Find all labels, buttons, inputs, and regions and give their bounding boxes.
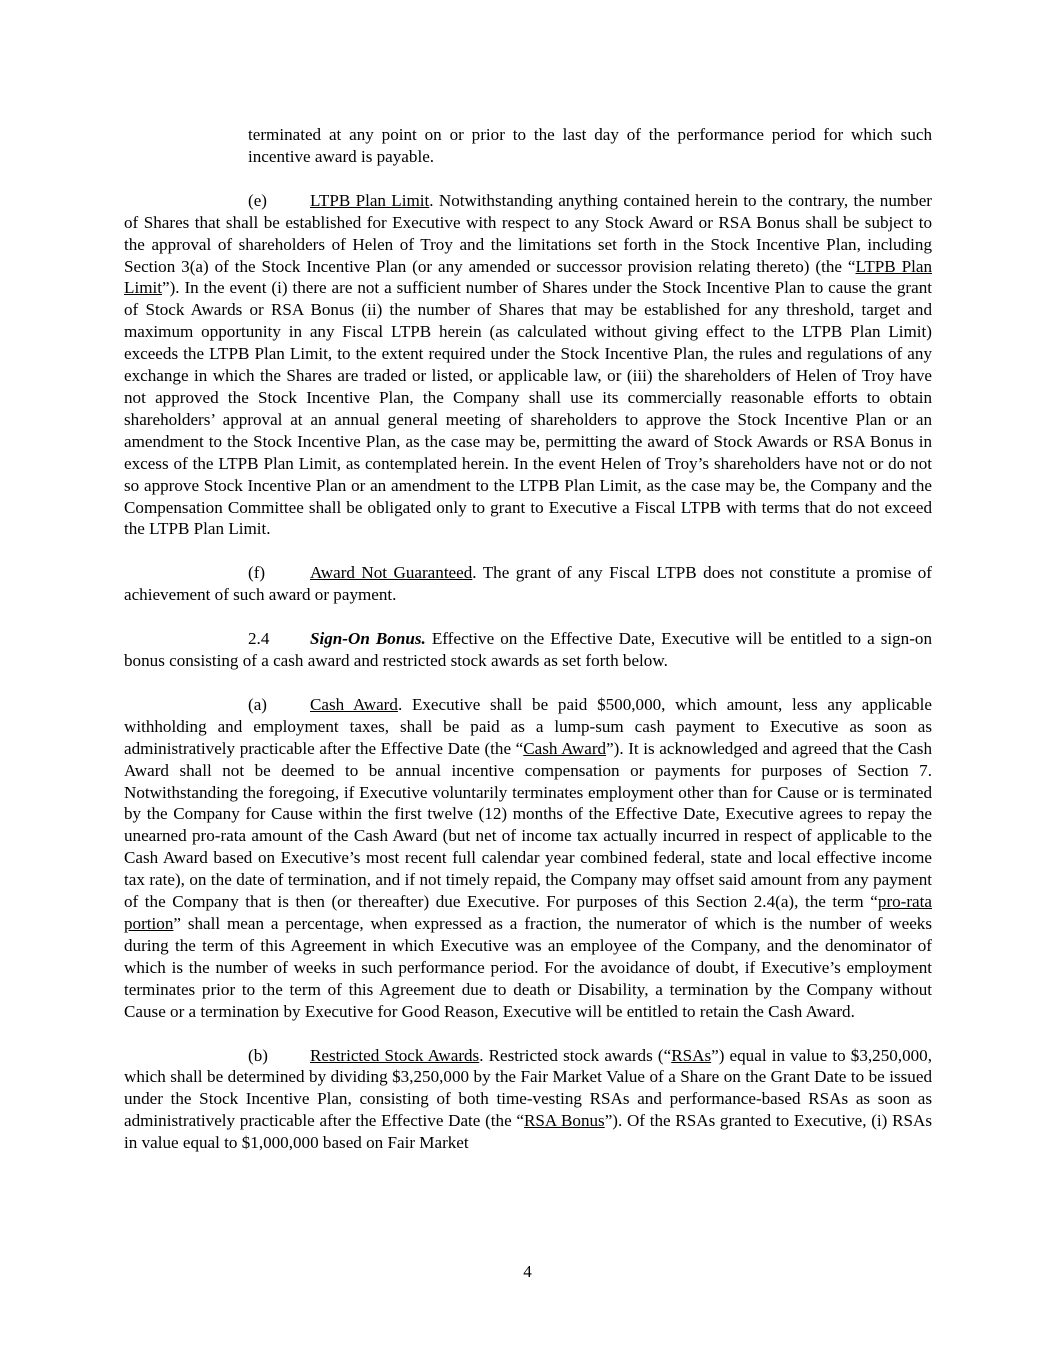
section-a-text-1: . Executive shall be paid $500,000, which amount, less any applicable withholding and employment taxes, shall be paid as a lump-sum cash payment to Executive as soon as administratively practicable after the Effective Date (the “ (124, 694, 933, 758)
section-a-defined-term-pro-rata: pro-rata portion (124, 892, 932, 933)
section-f-title: Award Not Guaranteed (310, 563, 473, 583)
section-b-title: Restricted Stock Awards (310, 1045, 480, 1065)
page-number: 4 (523, 1262, 532, 1281)
continued-text: terminated at any point on or prior to the last day of the performance period for which such incentive award is payable. (248, 125, 932, 166)
section-a-text-3: ” shall mean a percentage, when expressed as a fraction, the numerator of which is the number of weeks during the term of this Agreement in which Executive was an employee of the Company, and the denominator of which is the number of weeks in such performance period. For the avoidance of doubt, if Executive’s employment terminates prior to the term of this Agreement due to death or Disability, a termination by the Company without Cause or a termination by Executive for Good Reason, Executive will be entitled to retain the Cash Award. (124, 914, 932, 1021)
section-a-title: Cash Award (310, 694, 398, 714)
section-b-text-3: ”). Of the RSAs granted to Executive, (i) RSAs in value equal to $1,000,000 based on Fair Market (124, 1111, 932, 1153)
section-f (124, 562, 932, 606)
section-e-text-2: ”). In the event (i) there are not a sufficient number of Shares under the Stock Incentive Plan to cause the grant of Stock Awards or RSA Bonus (ii) the number of Shares that may be established for any threshold, target and maximum opportunity in any Fiscal LTPB herein (as calculated without giving effect to the LTPB Plan Limit) exceeds the LTPB Plan Limit, to the extent required under the Stock Incentive Plan, the rules and regulations of any exchange in which the Shares are traded or listed, or applicable law, or (iii) the shareholders of Helen of Troy have not approved the Stock Incentive Plan, the Company shall use its commercially reasonable efforts to obtain shareholders’ approval at an annual general meeting of shareholders to approve the Stock Incentive Plan or an amendment to the Stock Incentive Plan, as the case may be, permitting the award of Stock Awards or RSA Bonus in excess of the LTPB Plan Limit, as contemplated herein. In the event Helen of Troy’s shareholders have not or do not so approve Stock Incentive Plan or an amendment to the LTPB Plan Limit, as the case may be, the Company and the Compensation Committee shall be obligated only to grant to Executive a Fiscal LTPB with terms that do not exceed the LTPB Plan Limit. (124, 278, 932, 539)
section-2-4-title: Sign-On Bonus. (310, 629, 426, 649)
section-b-defined-term-rsas: RSAs (671, 1045, 712, 1065)
section-2-4-number: 2.4 (248, 629, 270, 649)
section-e-title: LTPB Plan Limit (310, 190, 430, 210)
section-a (124, 694, 932, 1023)
section-b-text-1: . Restricted stock awards (“ (479, 1045, 672, 1065)
section-a-defined-term-cash-award: Cash Award (523, 738, 607, 758)
section-e (124, 190, 932, 541)
section-a-number: (a) (248, 694, 267, 714)
document-page (124, 124, 932, 1154)
section-2-4 (124, 628, 932, 672)
section-b-number: (b) (248, 1045, 268, 1065)
section-f-text: . The grant of any Fiscal LTPB does not constitute a promise of achievement of such award or payment. (124, 563, 932, 605)
section-2-4-text: Effective on the Effective Date, Executive will be entitled to a sign-on bonus consisting of a cash award and restricted stock awards as set forth below. (124, 629, 932, 671)
section-b-text-2: ”) equal in value to $3,250,000, which shall be determined by dividing $3,250,000 by the Fair Market Value of a Share on the Grant Date to be issued under the Stock Incentive Plan, consisting of both time-vesting RSAs and performance-based RSAs as soon as administratively practicable after the Effective Date (the “ (124, 1045, 932, 1131)
continued-paragraph (124, 124, 932, 168)
section-e-number: (e) (248, 190, 267, 210)
section-b (124, 1045, 932, 1155)
section-f-number: (f) (248, 563, 266, 583)
section-a-text-2: ”). It is acknowledged and agreed that the Cash Award shall not be deemed to be annual incentive compensation or payments for purposes of Section 7. Notwithstanding the foregoing, if Executive voluntarily terminates employment other than for Cause or is terminated by the Company for Cause within the first twelve (12) months of the Effective Date, Executive agrees to repay the unearned pro-rata amount of the Cash Award (but net of income tax actually incurred in respect of applicable to the Cash Award based on Executive’s most recent full calendar year combined federal, state and local effective income tax rate), on the date of termination, and if not timely repaid, the Company may offset said amount from any payment of the Company that is then (or thereafter) due Executive. For purposes of this Section 2.4(a), the term “ (124, 738, 932, 912)
section-b-defined-term-rsa-bonus: RSA Bonus (523, 1111, 605, 1131)
section-e-defined-term: LTPB Plan Limit (124, 256, 933, 298)
section-e-text-1: . Notwithstanding anything contained herein to the contrary, the number of Shares that shall be established for Executive with respect to any Stock Award or RSA Bonus shall be subject to the approval of shareholders of Helen of Troy and the limitations set forth in the Stock Incentive Plan, including Section 3(a) of the Stock Incentive Plan (or any amended or successor provision relating thereto) (the “ (124, 190, 932, 276)
